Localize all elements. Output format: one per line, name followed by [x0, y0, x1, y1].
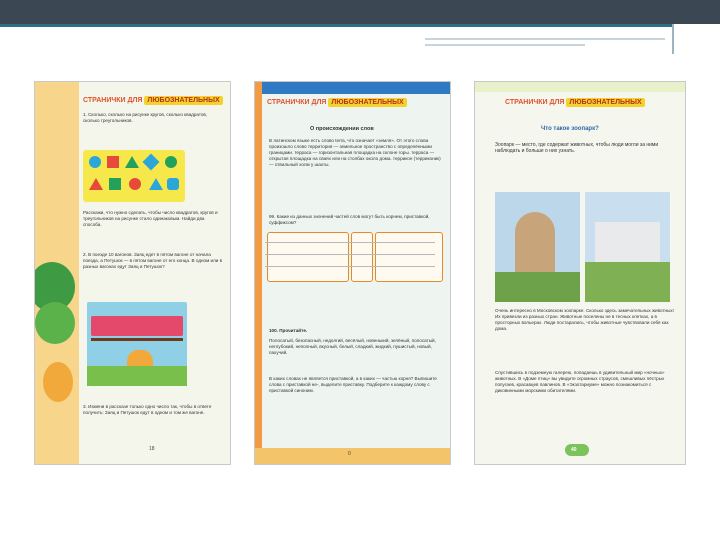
header-prefix: СТРАНИЧКИ ДЛЯ [267, 99, 327, 106]
page-header [267, 98, 407, 107]
square-shape [143, 154, 160, 171]
table-rule [265, 254, 435, 255]
section-title: О происхождении слов [310, 126, 374, 132]
article-paragraph: В латинском языке есть слово terra, что означает «земля». От этого слова произошло слово территория — земельное пространство с определёнными границами. терраса — горизонтальная площадка на склоне горы. терраса — открытая площадка на сваях или на столбах около дома. террикон (терриконик) — отвальный холм у шахты. [269, 138, 441, 167]
page-top-band [475, 82, 685, 92]
word-parts-box [375, 232, 443, 282]
hexagon-shape [167, 178, 179, 190]
task-3-text: 3. Измени в рассказе только одно число так, чтобы в ответе получить: Заяц и Петушок едут в одном и том же вагоне. [83, 404, 212, 415]
zoo-park-photo [585, 192, 670, 302]
table-rule [265, 266, 435, 267]
textbook-page-2 [255, 82, 450, 464]
decor-line [425, 44, 585, 46]
building [595, 222, 660, 267]
slide-top-bar [0, 0, 720, 24]
page-number: 18 [149, 446, 155, 452]
zoo-gate-photo [495, 192, 580, 302]
task-100-text: 100. Прочитайте. [269, 328, 308, 333]
section-question: Что такое зоопарк? [541, 126, 599, 132]
slide-accent-line [0, 24, 720, 27]
tree-illustration [35, 302, 75, 344]
decor-line [425, 38, 665, 40]
circle-shape [129, 178, 141, 190]
page-header [83, 96, 223, 105]
page-bottom-band [255, 448, 450, 464]
triangle-shape [149, 178, 163, 190]
header-prefix: СТРАНИЧКИ ДЛЯ [505, 99, 565, 106]
header-prefix: СТРАНИЧКИ ДЛЯ [83, 97, 143, 104]
train-cars [91, 316, 183, 336]
grass-illustration [87, 366, 187, 386]
slide-corner-notch [672, 24, 720, 54]
trees [495, 272, 580, 302]
triangle-shape [89, 178, 103, 190]
page-header [505, 98, 645, 107]
textbook-page-1 [35, 82, 230, 464]
page-top-band [255, 82, 450, 94]
task-1-text: 1. Сколько, сколько на рисунке кругов, сколько квадратов, сколько треугольников. [83, 112, 208, 123]
page-number: 0 [348, 451, 351, 457]
body-paragraph: Спустившись в подземную галерею, попадаешь в удивительный мир «ночных» животных. В «Доме птиц» вы увидите огромных страусов, смешливых пёстрых попугаев, красавцев павлинов. В «Экзотариуме» можно познакомиться с диковинными морскими обитателями. [495, 370, 665, 393]
exercise-questions: В каких словах не является приставкой, а в каких — частью корня? Выпишите слова с приставкой не-, выделите приставку. Подберите к каждому слову с приставкой синоним. [269, 376, 437, 393]
page-side-band [255, 82, 262, 464]
shapes-illustration [83, 150, 185, 202]
table-rule [265, 242, 435, 243]
task-99-text: 99. Какие из данных значений частей слов могут быть корнем, приставкой, суффиксом? [269, 214, 430, 225]
textbook-page-3 [475, 82, 685, 464]
word-parts-box [267, 232, 349, 282]
header-main: ЛЮБОЗНАТЕЛЬНЫХ [566, 98, 644, 107]
exercise-paragraph: Полосатый, безопасный, недолгий, весёлый, новенький, зелёный, полосатый, неглубокий, неполный, вкусный, белый, сладкий, жидкий, пушистый, новый, пахучий. [269, 338, 436, 355]
word-parts-box [351, 232, 373, 282]
circle-shape [89, 156, 101, 168]
page-number: 40 [571, 447, 577, 453]
triangle-shape [125, 156, 139, 168]
page-number-badge [565, 444, 589, 456]
circle-shape [165, 156, 177, 168]
header-main: ЛЮБОЗНАТЕЛЬНЫХ [328, 98, 406, 107]
square-shape [109, 178, 121, 190]
intro-paragraph: Зоопарк — место, где содержат животных, чтобы люди могли за ними наблюдать и больше о них узнать. [495, 142, 659, 154]
square-shape [107, 156, 119, 168]
train-illustration [87, 302, 187, 386]
trees [585, 262, 670, 302]
snail-illustration [43, 362, 73, 402]
body-paragraph: Очень интересно в Московском зоопарке. Сколько здесь замечательных животных! Их привезли из разных стран. Животные поселены не в тесных клетках, а в просторных вольерах. Люди постарались, чтобы животные чувствовали себя как дома. [495, 308, 674, 331]
header-main: ЛЮБОЗНАТЕЛЬНЫХ [144, 96, 222, 105]
train-rails [91, 338, 183, 341]
task-instructions: Расскажи, что нужно сделать, чтобы число квадратов, кругов и треугольников на рисунке стало одинаковым. Найди два способа. [83, 210, 218, 227]
task-2-text: 2. В поезде 10 вагонов. Заяц едет в пятом вагоне от начала поезда, а Петушок — в пятом вагоне от его конца. В одном или в разных вагонах едут Заяц и Петушок? [83, 252, 223, 269]
